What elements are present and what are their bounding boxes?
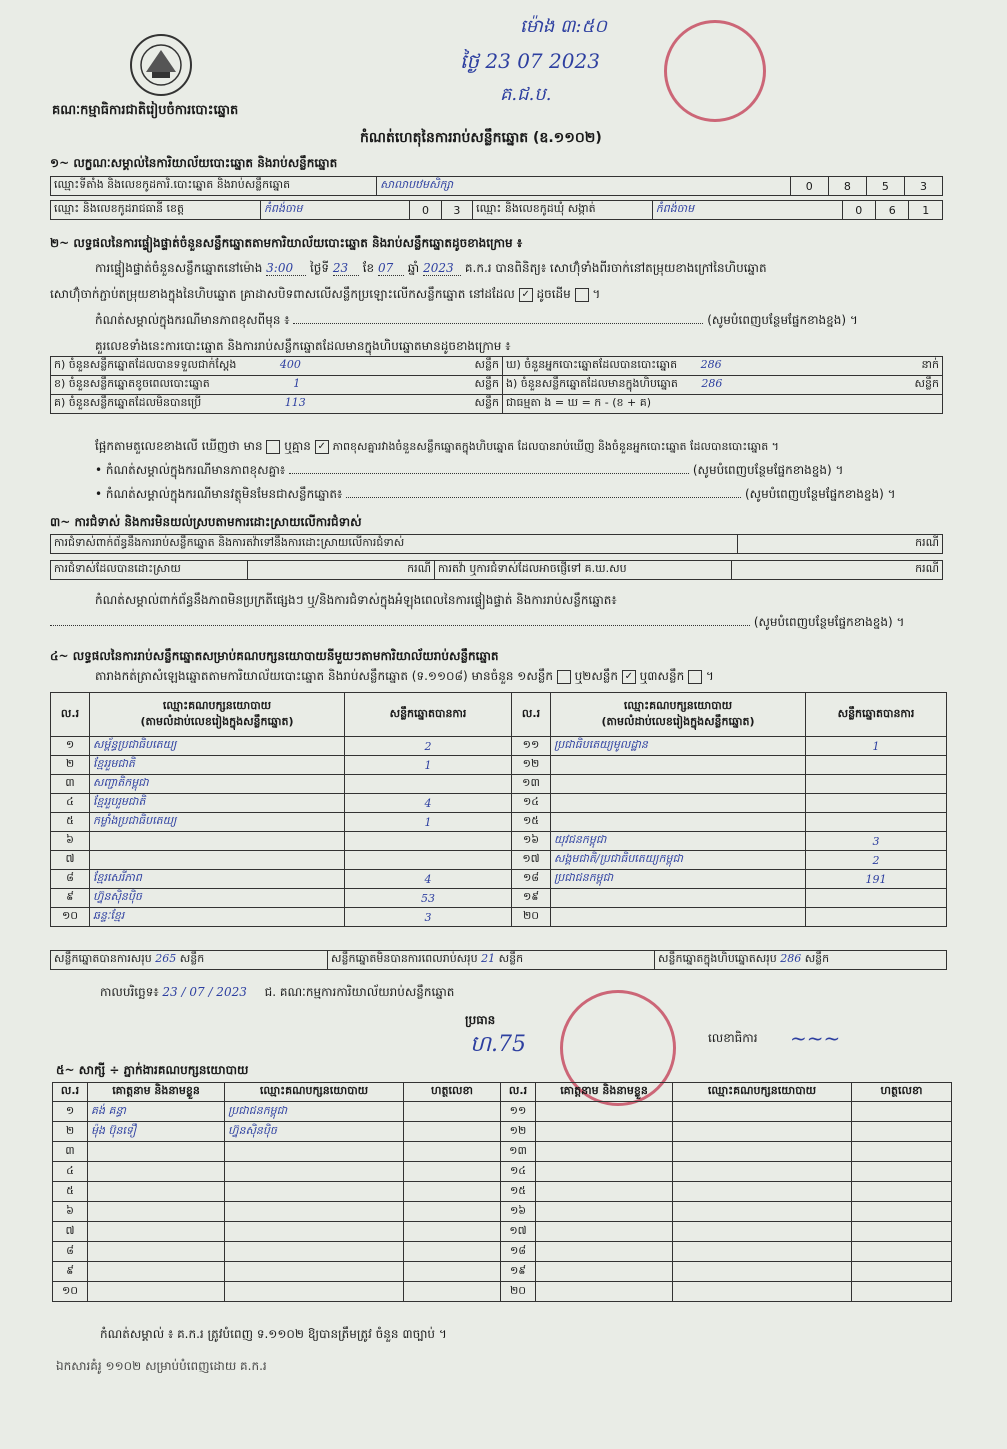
witness-signature	[852, 1142, 952, 1162]
witness-signature	[404, 1222, 501, 1242]
objection-label: ការជំទាស់ពាក់ព័ន្ធនឹងការរាប់សន្លឹកឆ្នោត និងការតវ៉ាទៅនឹងការដោះស្រាយលើការជំទាស់	[51, 535, 738, 554]
case-label: ករណី	[248, 561, 435, 580]
witness-row	[53, 1162, 952, 1182]
row-number: ៦	[53, 1202, 88, 1222]
objection-table-2	[50, 560, 943, 580]
party-votes	[806, 756, 947, 775]
party-votes: 191	[806, 870, 947, 889]
count-label: ឃ) ចំនួនអ្នកបោះឆ្នោតដែលបានបោះឆ្នោត	[506, 358, 678, 371]
result-row	[51, 794, 947, 813]
formula: ជាធម្មតា ង = ឃ = ក - (ខ + គ)	[506, 396, 651, 409]
hw-nec: គ.ជ.ប.	[500, 84, 552, 105]
chair-signature: ហ.75	[470, 1032, 526, 1057]
code-digit: 0	[410, 201, 441, 220]
count-label: ង) ចំនួនសន្លឹកឆ្នោតដែលមានក្នុងហិបឆ្នោត	[506, 377, 678, 390]
line3-text: កំណត់សម្គាល់ក្នុងករណីមានភាពខុសពីមុន ៖	[95, 313, 290, 327]
row1-value: សាលាបឋមសិក្សា	[377, 177, 791, 196]
note-diff	[95, 462, 843, 480]
unit: សន្លឹក	[804, 952, 830, 965]
witness-party	[673, 1182, 852, 1202]
witness-row	[53, 1102, 952, 1122]
col-no: ល.រ	[53, 1083, 88, 1102]
compare-rest: ភាពខុសគ្នារវាងចំនួនសន្លឹកឆ្នោតក្នុងហិបឆ្នោត ដែលបានរាប់ឃើញ និងចំនួនអ្នកបោះឆ្នោត ដែលបានបោះឆ្នោត ។	[332, 440, 779, 453]
row-number: ៤	[51, 794, 90, 813]
date-value: 23 / 07 / 2023	[162, 985, 247, 999]
row-number: ៥	[51, 813, 90, 832]
doc-title: កំណត់ហេតុនៃការរាប់សន្លឹកឆ្នោត (ឧ.១១០២)	[360, 130, 602, 146]
fill-note: (សូមបំពេញបន្ថែមផ្នែកខាងខ្នង) ។	[744, 487, 896, 501]
intro-text: តារាងកត់ត្រាសំឡេងឆ្នោតតាមការិយាល័យបោះឆ្នោត និងរាប់សន្លឹកឆ្នោត (ទ.១១០៨) មានចំនួន ១សន្លឹក	[95, 669, 553, 683]
party-name: យុវជនកម្ពុជា	[551, 832, 806, 851]
col-party: ឈ្មោះគណបក្សនយោបាយ	[673, 1083, 852, 1102]
witness-party	[225, 1282, 404, 1302]
checkbox-2-sheets[interactable]: ✓	[622, 670, 636, 684]
witness-party	[225, 1242, 404, 1262]
code-digit: 3	[904, 177, 942, 196]
sec3-title: ៣~ ការជំទាស់ និងការមិនយល់ស្របតាមការដោះស្រាយលើការជំទាស់	[50, 515, 362, 529]
result-row	[51, 737, 947, 756]
line1-text: ការផ្ទៀងផ្ទាត់ចំនួនសន្លឹកឆ្នោតនៅម៉ោង	[95, 261, 263, 275]
opt2-label: ឬ២សន្លឹក	[574, 669, 619, 683]
sec2-line3	[95, 312, 858, 330]
witness-party	[225, 1182, 404, 1202]
party-name: សម្ព័ន្ធប្រជាធិបតេយ្យ	[90, 737, 345, 756]
party-name: ប្រជាធិបតេយ្យមូលដ្ឋាន	[551, 737, 806, 756]
party-name	[551, 908, 806, 927]
valid-total: 265	[155, 952, 177, 965]
sec4-intro: តារាងកត់ត្រាសំឡេងឆ្នោតតាមការិយាល័យបោះឆ្នោត និងរាប់សន្លឹកឆ្នោត (ទ.១១០៨) មានចំនួន ១សន្លឹក ឬ២សន្លឹក ✓ ឬ៣សន្លឹក ។	[95, 669, 714, 683]
party-votes: 3	[345, 908, 512, 927]
party-votes	[806, 908, 947, 927]
count-label: គ) ចំនួនសន្លឹកឆ្នោតដែលមិនបានប្រើ	[54, 396, 202, 409]
result-row	[51, 851, 947, 870]
count-unit: នាក់	[921, 358, 939, 371]
box-total: 286	[780, 952, 802, 965]
witness-signature	[404, 1182, 501, 1202]
result-row	[51, 908, 947, 927]
row2-label: ឈ្មោះ និងលេខកូដរាជធានី ខេត្ត	[51, 201, 261, 220]
party-name: សង្គមជាតិ/ប្រជាធិបតេយ្យកម្ពុជា	[551, 851, 806, 870]
sec2-line1	[95, 260, 767, 278]
hw-time: ម៉ោង ៣:៥០	[520, 16, 607, 37]
party-name	[551, 889, 806, 908]
row-number: ១៥	[501, 1182, 536, 1202]
code-digit: 5	[866, 177, 904, 196]
witness-party	[673, 1262, 852, 1282]
sec5-note: កំណត់សម្គាល់ ៖ គ.ក.រ ត្រូវបំពេញ ទ.១១០២ ឱ្យបានត្រឹមត្រូវ ចំនួន ៣ច្បាប់ ។	[100, 1327, 447, 1341]
line2-text: សោហ៊ុំចាក់ភ្ជាប់តម្រុយខាងក្នុងនៃហិបឆ្នោត គ្រាដាសបិទពាសលើសន្លឹកប្រឡោះលើកសន្លឹកឆ្នោត នៅដដែល	[50, 287, 515, 301]
checkbox-same[interactable]: ✓	[519, 288, 533, 302]
col-name: គោត្តនាម និងនាមខ្លួន	[88, 1083, 225, 1102]
witness-name	[536, 1262, 673, 1282]
row-number: ៧	[53, 1222, 88, 1242]
count-year: 2023	[423, 261, 461, 276]
witness-signature	[852, 1122, 952, 1142]
committee-label: ជ. គណៈកម្មការការិយាល័យរាប់សន្លឹកឆ្នោត	[264, 985, 455, 999]
col-no: ល.រ	[512, 693, 551, 737]
line1-rest: គ.ក.រ បានពិនិត្យ៖ សោហ៊ុំទាំងពីរចាក់នៅតម្រុយខាងក្រៅនៃហិបឆ្នោត	[464, 261, 767, 275]
sec1-table	[50, 176, 943, 196]
date-label: កាលបរិច្ឆេទ៖	[100, 985, 159, 999]
witness-party	[225, 1222, 404, 1242]
witness-name	[88, 1162, 225, 1182]
witness-signature	[852, 1202, 952, 1222]
row-number: ៣	[53, 1142, 88, 1162]
row-number: ១២	[501, 1122, 536, 1142]
witness-signature	[404, 1262, 501, 1282]
witness-row	[53, 1202, 952, 1222]
witness-name	[536, 1182, 673, 1202]
party-name: ខ្មែររួមជាតិ	[90, 756, 345, 775]
row-number: ១៩	[512, 889, 551, 908]
col-party-sub: (តាមលំដាប់លេខរៀងក្នុងសន្លឹកឆ្នោត)	[140, 714, 294, 728]
row-number: ១១	[501, 1102, 536, 1122]
secretary-label: លេខាធិការ	[708, 1031, 758, 1045]
count-unit: សន្លឹក	[474, 377, 499, 390]
witness-party	[673, 1222, 852, 1242]
count-time: 3:00	[266, 261, 306, 276]
checkbox-different[interactable]	[575, 288, 589, 302]
witness-party	[673, 1242, 852, 1262]
row-number: ១៦	[512, 832, 551, 851]
row-number: ១៧	[512, 851, 551, 870]
fill-note: (សូមបំពេញបន្ថែមផ្នែកខាងខ្នង) ។	[707, 313, 858, 327]
row-number: ២០	[512, 908, 551, 927]
no-diff-label: ឬគ្មាន	[284, 439, 311, 453]
sec3-note-line	[50, 614, 904, 632]
witness-party	[225, 1162, 404, 1182]
col-name: គោត្តនាម និងនាមខ្លួន	[536, 1083, 673, 1102]
row2-value2: កំពង់ចាម	[652, 201, 842, 220]
col-party: ឈ្មោះគណបក្សនយោបាយ	[162, 698, 272, 712]
witness-name	[88, 1282, 225, 1302]
sec4-title: ៤~ លទ្ធផលនៃការរាប់សន្លឹកឆ្នោតសម្រាប់គណបក្សនយោបាយនីមួយៗតាមការិយាល័យរាប់សន្លឹកឆ្នោត	[50, 649, 499, 663]
witness-signature	[404, 1162, 501, 1182]
party-votes: 2	[345, 737, 512, 756]
party-votes	[806, 813, 947, 832]
count-value: 1	[293, 377, 301, 390]
row-number: ១០	[53, 1282, 88, 1302]
row1-label: ឈ្មោះទីតាំង និងលេខកូដការិ.បោះឆ្នោត និងរាប់សន្លឹកឆ្នោត	[51, 177, 377, 196]
note-object	[95, 486, 896, 504]
row-number: ៦	[51, 832, 90, 851]
result-row	[51, 756, 947, 775]
checkbox-3-sheets[interactable]	[688, 670, 702, 684]
row-number: ១៨	[501, 1242, 536, 1262]
witness-name	[88, 1182, 225, 1202]
witness-name	[536, 1242, 673, 1262]
witness-name	[536, 1222, 673, 1242]
result-row	[51, 870, 947, 889]
row-number: ៧	[51, 851, 90, 870]
count-value: 400	[279, 358, 301, 371]
witness-name	[88, 1242, 225, 1262]
witness-party	[673, 1202, 852, 1222]
count-table	[50, 356, 943, 414]
row-number: ១៤	[512, 794, 551, 813]
col-no: ល.រ	[501, 1083, 536, 1102]
totals-table	[50, 950, 947, 970]
witness-signature	[404, 1122, 501, 1142]
count-value: 113	[284, 396, 306, 409]
witness-signature	[852, 1242, 952, 1262]
unit: សន្លឹក	[179, 952, 205, 965]
count-label: ខ) ចំនួនសន្លឹកឆ្នោតខូចពេលបោះឆ្នោត	[54, 377, 210, 390]
row-number: ១៩	[501, 1262, 536, 1282]
party-name	[551, 794, 806, 813]
row-number: ២	[53, 1122, 88, 1142]
opt3-label: ឬ៣សន្លឹក	[639, 669, 685, 683]
count-label: ក) ចំនួនសន្លឹកឆ្នោតដែលបានទទួលជាក់ស្ដែង	[54, 358, 237, 371]
invalid-total: 21	[481, 952, 496, 965]
witness-party	[225, 1142, 404, 1162]
hw-date: ថ្ងៃ 23 07 2023	[460, 49, 600, 73]
count-unit: សន្លឹក	[474, 358, 499, 371]
witness-signature	[852, 1222, 952, 1242]
code-digit: 0	[790, 177, 828, 196]
party-votes: 4	[345, 794, 512, 813]
fill-note: (សូមបំពេញបន្ថែមផ្នែកខាងខ្នង) ។	[692, 463, 844, 477]
party-votes	[345, 775, 512, 794]
case-label: ករណី	[738, 535, 943, 554]
party-name	[551, 775, 806, 794]
witness-party: ប្រជាជនកម្ពុជា	[225, 1102, 404, 1122]
witness-signature	[852, 1102, 952, 1122]
party-votes: 4	[345, 870, 512, 889]
witness-row	[53, 1222, 952, 1242]
count-unit: សន្លឹក	[474, 396, 499, 409]
result-row	[51, 813, 947, 832]
col-party-sub: (តាមលំដាប់លេខរៀងក្នុងសន្លឹកឆ្នោត)	[601, 714, 755, 728]
party-votes	[806, 794, 947, 813]
party-name	[90, 832, 345, 851]
footer-note: ឯកសារគំរូ ១១០២ សម្រាប់បំពេញដោយ គ.ក.រ	[56, 1359, 267, 1373]
results-table	[50, 692, 947, 927]
witness-row	[53, 1282, 952, 1302]
row-number: ១២	[512, 756, 551, 775]
witness-name	[88, 1262, 225, 1282]
result-row	[51, 832, 947, 851]
unit: សន្លឹក	[498, 952, 524, 965]
row-number: ១៥	[512, 813, 551, 832]
party-name	[90, 851, 345, 870]
witness-name	[536, 1142, 673, 1162]
code-digit: 1	[909, 201, 943, 220]
row-number: ៣	[51, 775, 90, 794]
count-day: 23	[333, 261, 359, 276]
valid-total-label: សន្លឹកឆ្នោតបានការសរុប	[54, 952, 152, 965]
secretary-signature: ~~~	[790, 1026, 841, 1050]
witness-signature	[404, 1202, 501, 1222]
row-number: ៩	[51, 889, 90, 908]
witness-name	[88, 1142, 225, 1162]
count-row	[51, 376, 943, 395]
resolved-label: ការជំទាស់ដែលបានដោះស្រាយ	[51, 561, 248, 580]
witness-name	[536, 1102, 673, 1122]
fill-note: (សូមបំពេញបន្ថែមផ្នែកខាងខ្នង) ។	[753, 615, 905, 629]
sec1-table-row2	[50, 200, 943, 220]
row-number: ១៣	[501, 1142, 536, 1162]
witness-party	[673, 1102, 852, 1122]
witness-party: ហ្វ៊ុនស៊ិនប៉ិច	[225, 1122, 404, 1142]
col-votes: សន្លឹកឆ្នោតបានការ	[345, 693, 512, 737]
party-votes	[806, 775, 947, 794]
col-signature: ហត្ថលេខា	[852, 1083, 952, 1102]
count-unit: សន្លឹក	[914, 377, 939, 390]
witness-signature	[852, 1282, 952, 1302]
col-no: ល.រ	[51, 693, 90, 737]
month-label: ខែ	[362, 261, 375, 275]
sec2-line4: គួរលេខទាំងនេះការបោះឆ្នោត និងការរាប់សន្លឹកឆ្នោតដែលមានក្នុងហិបឆ្នោតមានដូចខាងក្រោម ៖	[95, 339, 511, 353]
note-b: • កំណត់សម្គាល់ក្នុងករណីមានវត្ថុមិនមែនជាសន្លឹកឆ្នោត៖	[95, 487, 343, 501]
row-number: ១៧	[501, 1222, 536, 1242]
row-number: ២០	[501, 1282, 536, 1302]
chair-label: ប្រធាន	[465, 1013, 496, 1027]
witness-name	[88, 1222, 225, 1242]
witness-signature	[852, 1162, 952, 1182]
row-number: ១៣	[512, 775, 551, 794]
date-line	[100, 984, 454, 1002]
row-number: ១៨	[512, 870, 551, 889]
witness-party	[673, 1162, 852, 1182]
witness-name	[536, 1282, 673, 1302]
witness-name: គង់ គន្ធា	[88, 1102, 225, 1122]
witness-party	[225, 1202, 404, 1222]
code-digit: 3	[441, 201, 472, 220]
row2-label2: ឈ្មោះ និងលេខកូដឃុំ សង្កាត់	[473, 201, 653, 220]
party-votes: 3	[806, 832, 947, 851]
party-name: កម្លាំងប្រជាធិបតេយ្យ	[90, 813, 345, 832]
row-number: ៨	[53, 1242, 88, 1262]
witness-signature	[404, 1282, 501, 1302]
party-name	[551, 756, 806, 775]
witness-row	[53, 1262, 952, 1282]
witness-table	[52, 1082, 952, 1302]
result-row	[51, 889, 947, 908]
witness-party	[673, 1282, 852, 1302]
sec5-title: ៥~ សាក្សី ÷ ភ្នាក់ងារគណបក្សនយោបាយ	[56, 1063, 249, 1077]
witness-signature	[852, 1262, 952, 1282]
witness-name: ម៉ុង ប៊ុនទឿ	[88, 1122, 225, 1142]
year-label: ឆ្នាំ	[407, 261, 420, 275]
party-name: ប្រជាជនកម្ពុជា	[551, 870, 806, 889]
note-a: • កំណត់សម្គាល់ក្នុងករណីមានភាពខុសគ្នា៖	[95, 463, 286, 477]
witness-party	[673, 1122, 852, 1142]
count-month: 07	[378, 261, 404, 276]
compare-text: ផ្អែកតាមតួលេខខាងលើ ឃើញថា មាន	[95, 439, 263, 453]
checkbox-no-diff[interactable]: ✓	[315, 440, 329, 454]
row-number: ១៦	[501, 1202, 536, 1222]
witness-party	[673, 1142, 852, 1162]
objection-table	[50, 534, 943, 554]
code-digit: 8	[828, 177, 866, 196]
row-number: ៤	[53, 1162, 88, 1182]
same-label: ដូចដើម	[536, 287, 571, 301]
sec2-title: ២~ លទ្ធផលនៃការផ្ទៀងផ្ទាត់ចំនួនសន្លឹកឆ្នោតតាមការិយាល័យបោះឆ្នោត និងរាប់សន្លឹកឆ្នោតដូចខាងក្រោម ៖	[50, 236, 523, 250]
party-name: ហ្វ៊ុនស៊ិនប៉ិច	[90, 889, 345, 908]
party-votes: 1	[345, 813, 512, 832]
party-name: ខ្មែរសេរីភាព	[90, 870, 345, 889]
witness-name	[536, 1162, 673, 1182]
row-number: ៥	[53, 1182, 88, 1202]
row-number: ១៤	[501, 1162, 536, 1182]
col-signature: ហត្ថលេខា	[404, 1083, 501, 1102]
party-name: ខ្មែររួបរួមជាតិ	[90, 794, 345, 813]
col-party: ឈ្មោះគណបក្សនយោបាយ	[225, 1083, 404, 1102]
nec-emblem	[128, 32, 194, 98]
checkbox-1-sheet[interactable]	[557, 670, 571, 684]
party-name: សញ្ជាតិកម្ពុជា	[90, 775, 345, 794]
row-number: ១	[53, 1102, 88, 1122]
witness-signature	[404, 1102, 501, 1122]
row-number: ១១	[512, 737, 551, 756]
row2-value: កំពង់ចាម	[261, 201, 410, 220]
witness-row	[53, 1182, 952, 1202]
witness-party	[225, 1262, 404, 1282]
witness-signature	[404, 1242, 501, 1262]
day-label: ថ្ងៃទី	[310, 261, 330, 275]
count-value: 286	[701, 377, 723, 390]
witness-row	[53, 1242, 952, 1262]
result-row	[51, 775, 947, 794]
checkbox-has-diff[interactable]	[266, 440, 280, 454]
witness-name	[536, 1122, 673, 1142]
sec1-title: ១~ លក្ខណៈសម្គាល់នៃការិយាល័យបោះឆ្នោត និងរាប់សន្លឹកឆ្នោត	[50, 156, 338, 170]
col-party: ឈ្មោះគណបក្សនយោបាយ	[623, 698, 733, 712]
col-votes: សន្លឹកឆ្នោតបានការ	[806, 693, 947, 737]
row-number: ២	[51, 756, 90, 775]
invalid-total-label: សន្លឹកឆ្នោតមិនបានការពេលរាប់សរុប	[331, 952, 478, 965]
count-row	[51, 357, 943, 376]
witness-name	[536, 1202, 673, 1222]
party-votes: 53	[345, 889, 512, 908]
case-label: ករណី	[732, 561, 943, 580]
code-digit: 0	[842, 201, 875, 220]
row-number: ៩	[53, 1262, 88, 1282]
witness-name	[88, 1202, 225, 1222]
witness-signature	[404, 1142, 501, 1162]
sec3-note: កំណត់សម្គាល់ពាក់ព័ន្ធនឹងភាពមិនប្រក្រតីផ្សេងៗ ឬ/និងការជំទាស់ក្នុងអំឡុងពេលនៃការផ្ទៀងផ្ទាត់ និងការរាប់សន្លឹកឆ្នោត៖	[95, 593, 617, 607]
row-number: ១០	[51, 908, 90, 927]
party-votes	[345, 832, 512, 851]
sec2-line2: សោហ៊ុំចាក់ភ្ជាប់តម្រុយខាងក្នុងនៃហិបឆ្នោត គ្រាដាសបិទពាសលើសន្លឹកប្រឡោះលើកសន្លឹកឆ្នោត នៅដដែល ✓ ដូចដើម ។	[50, 287, 601, 301]
party-name: ឆន្ទៈខ្មែរ	[90, 908, 345, 927]
witness-row	[53, 1142, 952, 1162]
appeal-label: ការតវ៉ា ឬការជំទាស់ដែលអាចផ្ញើទៅ គ.ឃ.សប	[435, 561, 732, 580]
row-number: ១	[51, 737, 90, 756]
box-total-label: សន្លឹកឆ្នោតក្នុងហិបឆ្នោតសរុប	[658, 952, 777, 965]
compare-line	[95, 438, 779, 456]
count-value: 286	[700, 358, 722, 371]
party-votes: 1	[345, 756, 512, 775]
official-stamp-top	[664, 20, 766, 122]
row-number: ៨	[51, 870, 90, 889]
party-name	[551, 813, 806, 832]
count-row	[51, 395, 943, 414]
witness-signature	[852, 1182, 952, 1202]
party-votes: 2	[806, 851, 947, 870]
party-votes	[345, 851, 512, 870]
code-digit: 6	[875, 201, 908, 220]
witness-row	[53, 1122, 952, 1142]
org-name: គណៈកម្មាធិការជាតិរៀបចំការបោះឆ្នោត	[52, 103, 239, 118]
party-votes	[806, 889, 947, 908]
party-votes: 1	[806, 737, 947, 756]
